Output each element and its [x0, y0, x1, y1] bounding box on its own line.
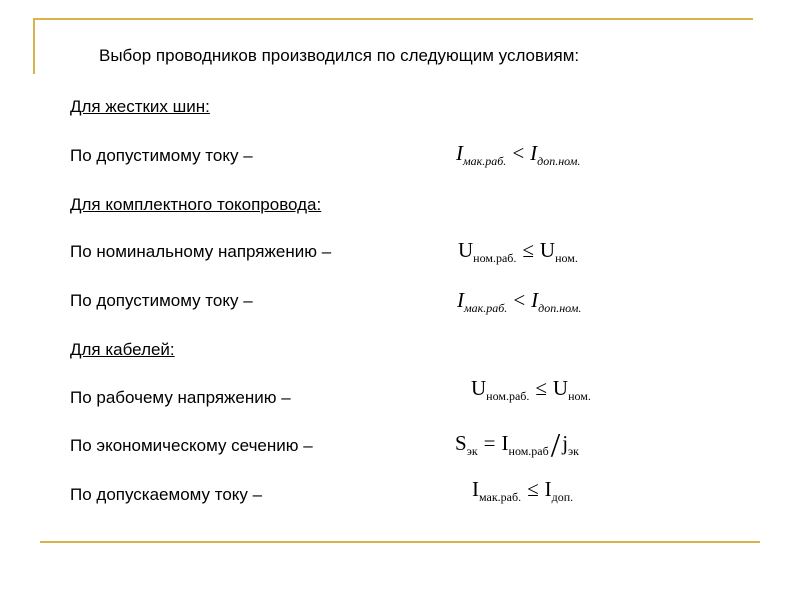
- conductor-current-label: По допустимому току –: [70, 291, 253, 310]
- formula-lhs-sub: ном.раб.: [473, 251, 517, 265]
- cables-voltage-label: По рабочему напряжению –: [70, 388, 291, 407]
- formula-cables-voltage: [471, 378, 591, 402]
- formula-rhs: U: [552, 376, 569, 400]
- formula-mid-sub: ном.раб: [508, 444, 549, 458]
- formula-busbars-current: [456, 143, 580, 167]
- formula-rhs-sub: эк: [568, 444, 580, 458]
- formula-operator: =: [483, 431, 496, 455]
- formula-lhs: I: [456, 141, 463, 165]
- formula-operator: ≤: [522, 238, 534, 262]
- formula-rhs-sub: доп.: [551, 490, 574, 504]
- bottom-border-line: [40, 541, 760, 543]
- formula-cables-section: [455, 429, 579, 463]
- conductor-voltage-label: По номинальному напряжению –: [70, 242, 332, 261]
- top-border-line: [33, 18, 753, 20]
- formula-rhs: U: [539, 238, 556, 262]
- formula-operator: <: [513, 288, 526, 312]
- slide-title: Выбор проводников производился по следующим условиям:: [99, 46, 580, 65]
- formula-rhs-sub: доп.ном.: [537, 154, 581, 168]
- formula-lhs-sub: мак.раб.: [464, 301, 508, 315]
- formula-slash: /: [550, 427, 561, 464]
- busbars-heading: Для жестких шин:: [70, 97, 210, 116]
- formula-lhs: S: [455, 431, 467, 455]
- cables-current-label: По допускаемому току –: [70, 485, 263, 504]
- formula-lhs-sub: мак.раб.: [463, 154, 507, 168]
- conductor-heading: Для комплектного токопровода:: [70, 195, 322, 214]
- formula-lhs-sub: мак.раб.: [479, 490, 522, 504]
- formula-lhs: I: [472, 477, 479, 501]
- formula-lhs-sub: ном.раб.: [486, 389, 530, 403]
- formula-conductor-current: [457, 290, 581, 314]
- formula-operator: ≤: [527, 477, 539, 501]
- formula-lhs: I: [457, 288, 464, 312]
- formula-mid: I: [501, 431, 509, 455]
- formula-rhs: I: [544, 477, 552, 501]
- formula-operator: <: [512, 141, 525, 165]
- formula-conductor-voltage: [458, 240, 578, 264]
- formula-rhs: j: [562, 431, 569, 455]
- left-border-line: [33, 18, 35, 74]
- formula-rhs-sub: ном.: [555, 251, 578, 265]
- formula-rhs: I: [531, 288, 539, 312]
- busbars-current-label: По допустимому току –: [70, 146, 253, 165]
- formula-lhs: U: [471, 376, 487, 400]
- formula-cables-current: [472, 479, 573, 503]
- formula-rhs: I: [530, 141, 538, 165]
- formula-rhs-sub: доп.ном.: [538, 301, 582, 315]
- formula-lhs-sub: эк: [466, 444, 478, 458]
- formula-lhs: U: [458, 238, 474, 262]
- formula-operator: ≤: [535, 376, 547, 400]
- formula-rhs-sub: ном.: [568, 389, 591, 403]
- cables-heading: Для кабелей:: [70, 340, 175, 359]
- cables-section-label: По экономическому сечению –: [70, 436, 313, 455]
